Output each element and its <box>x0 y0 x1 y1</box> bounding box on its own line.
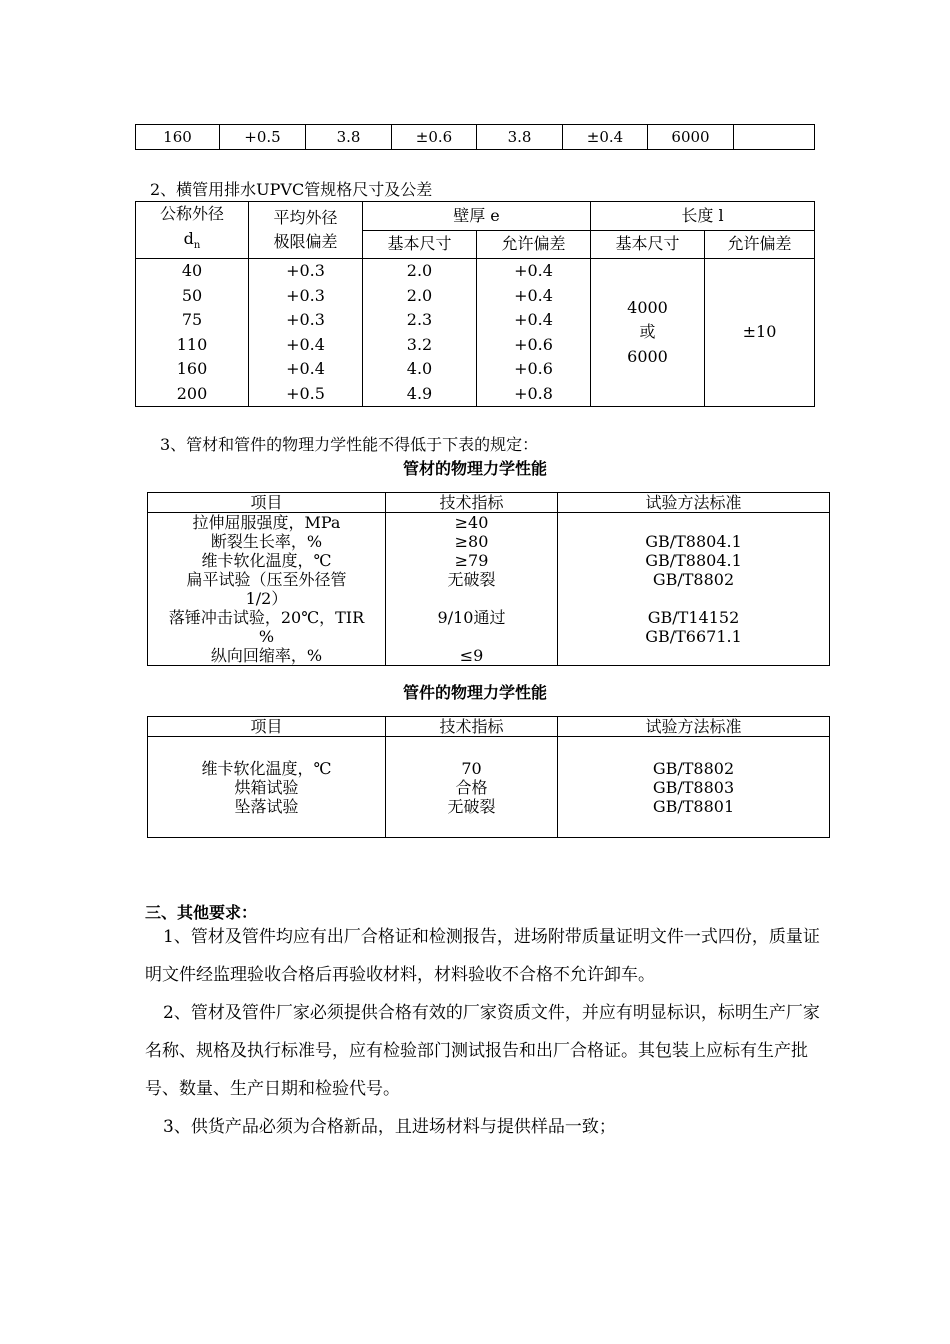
header-method: 试验方法标准 <box>558 717 830 737</box>
table-row <box>148 717 830 737</box>
table-cell: ±0.6 <box>392 125 477 150</box>
fitting-properties-title: 管件的物理力学性能 <box>402 683 547 702</box>
horizontal-pipe-table <box>135 201 815 407</box>
table-row <box>148 513 830 666</box>
requirements-text <box>145 918 835 1146</box>
table-row <box>136 202 815 231</box>
col-length-basic: 4000 或 6000 <box>591 259 705 407</box>
items-column: 维卡软化温度，℃ 烘箱试验 坠落试验 <box>148 737 386 838</box>
methods-column: GB/T8802 GB/T8803 GB/T8801 <box>558 737 830 838</box>
specs-column: 70 合格 无破裂 <box>386 737 558 838</box>
pipe-properties-table <box>147 492 830 666</box>
col-nominal-values: 40 50 75 110 160 200 <box>136 259 249 407</box>
items-column: 拉伸屈服强度，MPa 断裂生长率，% 维卡软化温度，℃ 扁平试验（压至外径管 1/2） 落锤冲击试验，20℃，TIR % 纵向回缩率，% <box>148 513 386 666</box>
header-avg-diameter: 平均外径 极限偏差 <box>249 202 363 259</box>
header-nominal-diameter: 公称外径 $d_n$ <box>136 202 249 259</box>
methods-column: GB/T8804.1 GB/T8804.1 GB/T8802 GB/T14152 GB/T6671.1 <box>558 513 830 666</box>
paragraph: 1、管材及管件均应有出厂合格证和检测报告，进场附带质量证明文件一式四份，质量证明文件经监理验收合格后再验收材料，材料验收不合格不允许卸车。 <box>145 927 820 985</box>
caption-horizontal-pipe: 2、横管用排水UPVC管规格尺寸及公差 <box>150 180 433 199</box>
header-spec: 技术指标 <box>386 717 558 737</box>
table-row <box>148 737 830 838</box>
top-table-fragment <box>135 124 815 150</box>
header-basic-size: 基本尺寸 <box>363 230 477 259</box>
col-wall-tol-values: +0.4 +0.4 +0.4 +0.6 +0.6 +0.8 <box>477 259 591 407</box>
header-length: 长度 l <box>591 202 815 231</box>
header-item: 项目 <box>148 717 386 737</box>
table-cell: 3.8 <box>477 125 563 150</box>
header-tolerance: 允许偏差 <box>477 230 591 259</box>
pipe-properties-title: 管材的物理力学性能 <box>402 459 547 478</box>
header-wall-thickness: 壁厚 e <box>363 202 591 231</box>
table-cell: ±0.4 <box>563 125 648 150</box>
paragraph: 2、管材及管件厂家必须提供合格有效的厂家资质文件，并应有明显标识，标明生产厂家名称、规格及执行标准号，应有检验部门测试报告和出厂合格证。其包装上应标有生产批号、数量、生产日期和检验代号。 <box>145 1003 820 1099</box>
table-cell: 3.8 <box>306 125 392 150</box>
table-cell: 6000 <box>648 125 734 150</box>
header-item: 项目 <box>148 493 386 513</box>
table-row <box>148 493 830 513</box>
col-wall-basic-values: 2.0 2.0 2.3 3.2 4.0 4.9 <box>363 259 477 407</box>
specs-column: ≥40 ≥80 ≥79 无破裂 9/10通过 ≤9 <box>386 513 558 666</box>
caption-physical-properties: 3、管材和管件的物理力学性能不得低于下表的规定： <box>160 435 539 454</box>
fitting-properties-table <box>147 716 830 838</box>
col-length-tol: ±10 <box>705 259 815 407</box>
table-cell: 160 <box>136 125 220 150</box>
table-cell: +0.5 <box>220 125 306 150</box>
header-spec: 技术指标 <box>386 493 558 513</box>
col-avg-values: +0.3 +0.3 +0.3 +0.4 +0.4 +0.5 <box>249 259 363 407</box>
paragraph: 3、供货产品必须为合格新品，且进场材料与提供样品一致； <box>163 1117 616 1137</box>
table-row <box>136 125 815 150</box>
table-row <box>136 259 815 407</box>
header-tolerance: 允许偏差 <box>705 230 815 259</box>
header-basic-size: 基本尺寸 <box>591 230 705 259</box>
section-title-other-requirements: 三、其他要求： <box>145 903 258 922</box>
table-cell <box>734 125 815 150</box>
header-method: 试验方法标准 <box>558 493 830 513</box>
